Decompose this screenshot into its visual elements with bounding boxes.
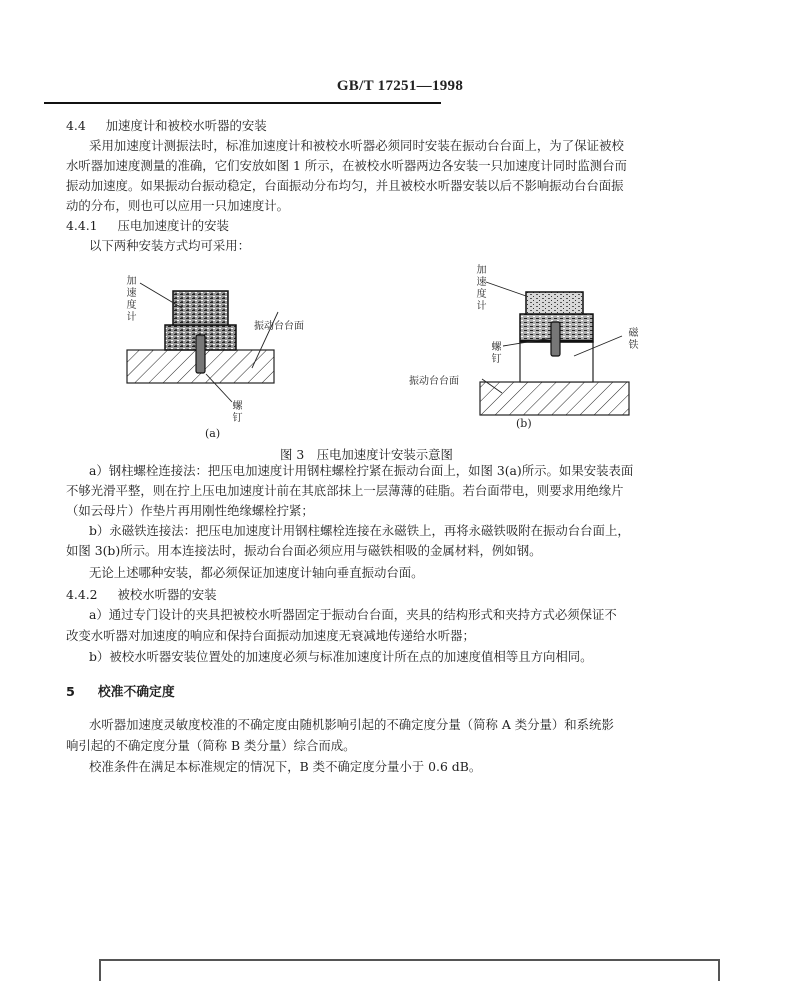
label-screw: 螺钉 xyxy=(489,341,500,365)
paragraph-line: 水听器加速度测量的准确，它们安放如图 1 所示，在被校水听器两边各安装一只加速度计同时监测台而 xyxy=(66,158,627,173)
standard-code-header: GB/T 17251—1998 xyxy=(336,78,464,94)
section-5-limit: 校准条件在满足本标准规定的情况下，B 类不确定度分量小于 0.6 dB。 xyxy=(89,759,482,774)
paragraph-line: a）通过专门设计的夹具把被校水听器固定于振动台台面，夹具的结构形式和夹持方式必须保证不 xyxy=(89,607,617,622)
label-table-surface: 振动台台面 xyxy=(409,376,459,387)
section-number: 4.4.2 xyxy=(66,587,98,602)
label-magnet: 磁铁 xyxy=(626,327,637,351)
paragraph-line: 不够光滑平整，则在拧上压电加速度计前在其底部抹上一层薄薄的硅脂。若台面带电，则要求用绝缘片 xyxy=(66,483,624,498)
section-title: 被校水听器的安装 xyxy=(117,587,217,602)
paragraph-line: a）钢柱螺栓连接法：把压电加速度计用钢柱螺栓拧紧在振动台面上，如图 3(a)所示。如果安装表面 xyxy=(89,463,634,478)
section-title: 校准不确定度 xyxy=(97,685,175,700)
figure-3a-diagram xyxy=(120,270,320,420)
paragraph-line: b）永磁铁连接法：把压电加速度计用钢柱螺栓连接在永磁铁上，再将永磁铁吸附在振动台台面上， xyxy=(89,523,630,538)
label-table-surface: 振动台台面 xyxy=(254,321,304,332)
paragraph-line: 响引起的不确定度分量（简称 B 类分量）综合而成。 xyxy=(66,738,356,753)
section-number: 4.4.1 xyxy=(66,218,98,233)
figure-3b-sublabel: (b) xyxy=(516,417,532,430)
header-divider xyxy=(44,102,441,104)
figure-3-caption: 图 3 压电加速度计安装示意图 xyxy=(280,447,453,462)
label-accelerometer: 加速度计 xyxy=(474,264,485,312)
section-4-4-heading xyxy=(66,116,267,136)
paragraph-line: 水听器加速度灵敏度校准的不确定度由随机影响引起的不确定度分量（简称 A 类分量）和系统影 xyxy=(89,717,614,732)
label-screw: 螺钉 xyxy=(230,400,241,424)
paragraph-line: 动的分布，则也可以应用一只加速度计。 xyxy=(66,198,290,213)
installation-note: 无论上述哪种安装，都必须保证加速度计轴向垂直振动台面。 xyxy=(89,565,424,580)
paragraph-line: 振动加速度。如果振动台振动稳定，台面振动分布均匀，并且被校水听器安装以后不影响振动台台面振 xyxy=(66,178,624,193)
section-4-4-2-heading xyxy=(66,585,217,605)
section-4-4-1-intro: 以下两种安装方式均可采用： xyxy=(89,238,251,253)
section-4-4-1-heading xyxy=(66,216,229,236)
bottom-frame xyxy=(99,959,720,981)
section-5-heading xyxy=(66,683,175,703)
paragraph-line: 如图 3(b)所示。用本连接法时，振动台台面必须应用与磁铁相吸的金属材料，例如钢。 xyxy=(66,543,542,558)
label-accelerometer: 加速度计 xyxy=(124,275,135,323)
paragraph-line: （如云母片）作垫片再用刚性绝缘螺栓拧紧； xyxy=(66,503,314,518)
paragraph-line: 改变水听器对加速度的响应和保持台面振动加速度无衰减地传递给水听器； xyxy=(66,628,475,643)
section-title: 压电加速度计的安装 xyxy=(117,218,229,233)
section-title: 加速度计和被校水听器的安装 xyxy=(105,118,267,133)
section-number: 5 xyxy=(66,685,75,700)
section-4-4-2-item-b: b）被校水听器安装位置处的加速度必须与标准加速度计所在点的加速度值相等且方向相同。 xyxy=(89,649,593,664)
section-number: 4.4 xyxy=(66,118,86,133)
figure-3a-sublabel: (a) xyxy=(205,427,221,440)
paragraph-line: 采用加速度计测振法时，标准加速度计和被校水听器必须同时安装在振动台台面上，为了保证被校 xyxy=(89,138,624,153)
